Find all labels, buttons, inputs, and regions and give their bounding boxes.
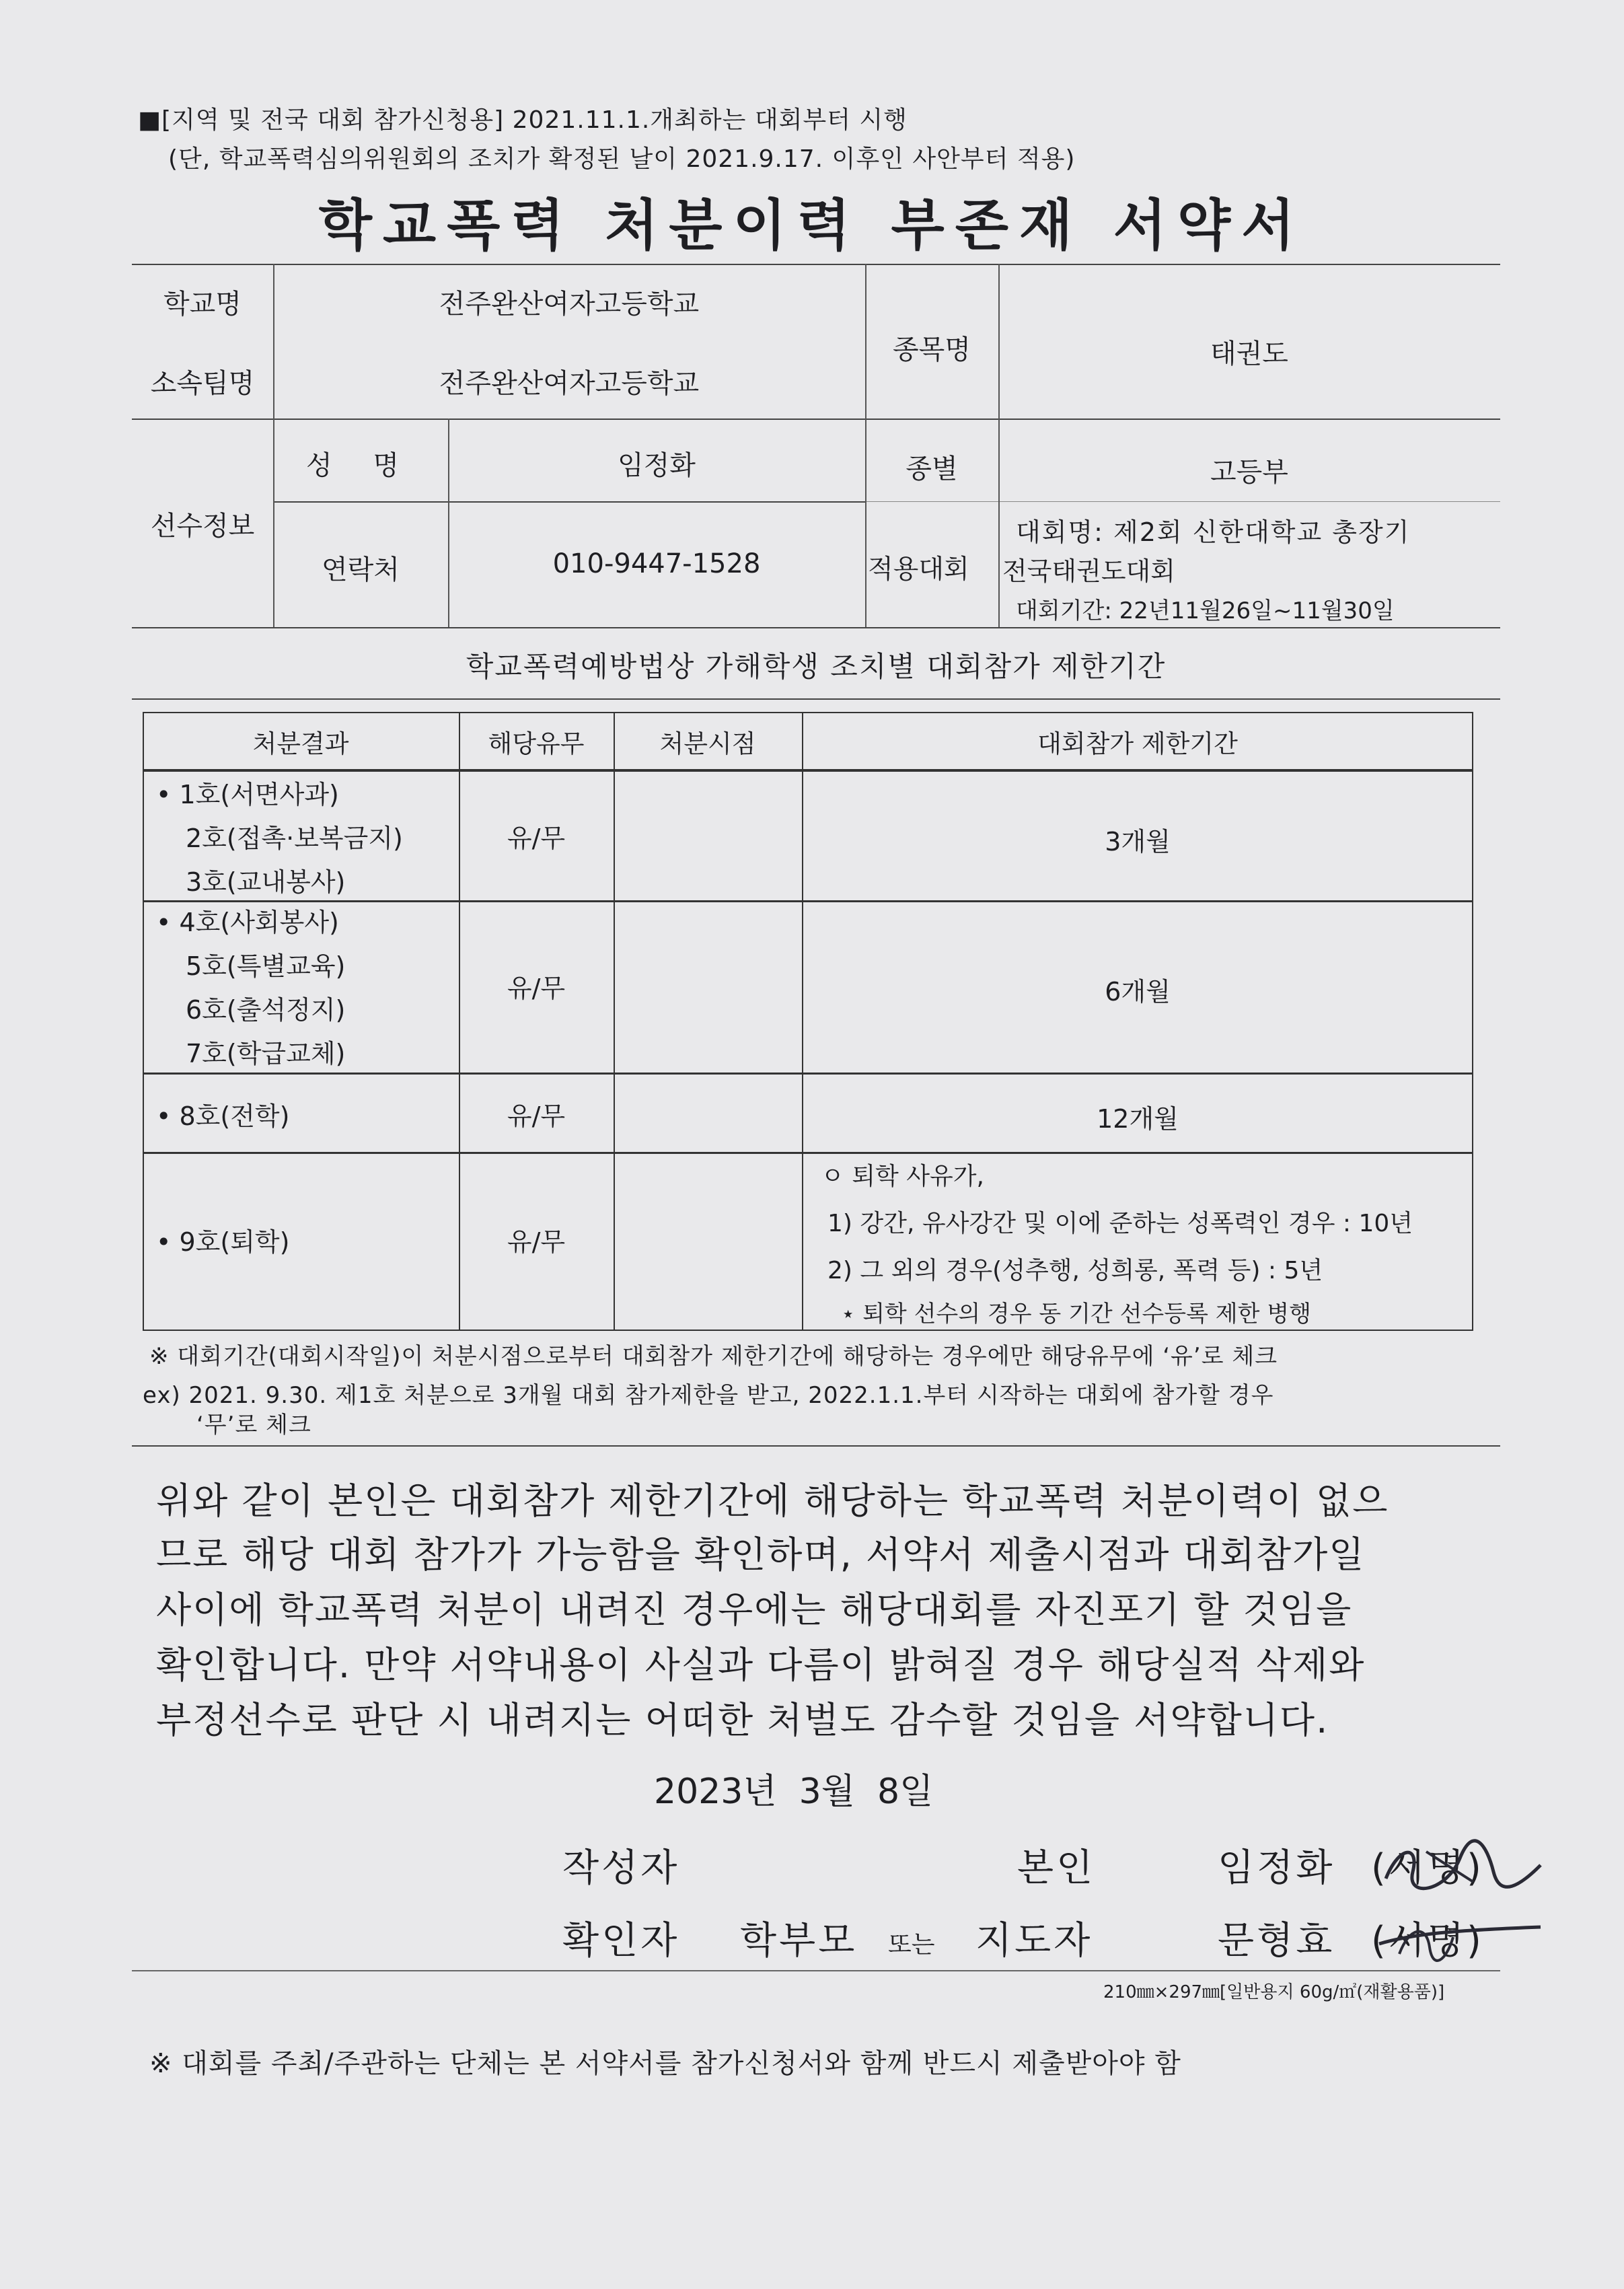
- confirmer-name: 문형효: [1218, 1919, 1335, 1963]
- sport-value: 태권도: [1210, 338, 1288, 369]
- row1-item-1: • 1호(서면사과): [156, 780, 339, 809]
- footer-border: [132, 1970, 1500, 1971]
- contact-value: 010-9447-1528: [552, 548, 761, 579]
- table-row-border-1: [143, 900, 1473, 902]
- info-col-divider-3: [865, 264, 866, 627]
- final-note: ※ 대회를 주최/주관하는 단체는 본 서약서를 참가신청서와 함께 반드시 제출받아야 함: [149, 2048, 1181, 2079]
- note-example-line-2: ‘무’로 체크: [196, 1412, 311, 1439]
- writer-label: 작성자: [562, 1846, 680, 1890]
- header-time: 처분시점: [659, 729, 756, 758]
- division-label: 종별: [906, 453, 958, 484]
- row3-check: 유/무: [507, 1101, 566, 1131]
- writer-name: 임정화: [1218, 1846, 1335, 1890]
- row2-item-4: 7호(학급교체): [186, 1039, 346, 1068]
- header-result: 처분결과: [252, 729, 349, 758]
- header-applicable: 해당유무: [488, 729, 585, 758]
- division-value: 고등부: [1210, 457, 1288, 488]
- paper-spec: 210㎜×297㎜[일반용지 60g/㎡(재활용품)]: [1103, 1982, 1445, 2002]
- pledge-line-5: 부정선수로 판단 시 내려지는 어떠한 처벌도 감수할 것임을 서약합니다.: [156, 1699, 1329, 1741]
- row4-item-1: • 9호(퇴학): [156, 1227, 290, 1257]
- writer-sign-placeholder: (서명): [1371, 1846, 1484, 1890]
- info-top-border: [132, 264, 1500, 265]
- note-example-line-1: ex) 2021. 9.30. 제1호 처분으로 3개월 대회 참가제한을 받고, 2022.1.1.부터 시작하는 대회에 참가할 경우: [143, 1382, 1274, 1409]
- row3-period: 12개월: [1097, 1104, 1179, 1134]
- name-label: 성 명: [306, 450, 415, 481]
- table-header-border: [143, 769, 1473, 772]
- header-period: 대회참가 제한기간: [1037, 729, 1238, 758]
- table-row-border-2: [143, 1073, 1473, 1075]
- info-col-divider-4: [998, 264, 1000, 627]
- parent-label: 학부모: [740, 1919, 858, 1963]
- contact-label: 연락처: [322, 554, 400, 585]
- info-row-divider-left: [273, 501, 865, 503]
- pledge-line-3: 사이에 학교폭력 처분이 내려진 경우에는 해당대회를 자진포기 할 것임을: [156, 1589, 1353, 1631]
- writer-signature-icon: [1372, 1831, 1547, 1905]
- row1-check: 유/무: [507, 824, 566, 853]
- row1-period: 3개월: [1105, 827, 1171, 857]
- row2-period: 6개월: [1105, 977, 1171, 1007]
- row2-check: 유/무: [507, 974, 566, 1003]
- notice-line-2: (단, 학교폭력심의위원회의 조치가 확정된 날이 2021.9.17. 이후인 사안부터 적용): [168, 145, 1076, 173]
- self-label: 본인: [1017, 1846, 1096, 1890]
- sport-label: 종목명: [893, 334, 971, 365]
- info-bottom-border: [132, 627, 1500, 628]
- row2-item-1: • 4호(사회봉사): [156, 908, 339, 937]
- row4-period-line-4: ⋆ 퇴학 선수의 경우 동 기간 선수등록 제한 병행: [841, 1301, 1311, 1328]
- or-label: 또는: [888, 1931, 935, 1959]
- info-mid-border: [132, 419, 1500, 420]
- team-value: 전주완산여자고등학교: [439, 368, 700, 399]
- heading-bottom-border: [132, 698, 1500, 700]
- row1-item-2: 2호(접촉·보복금지): [186, 824, 403, 853]
- name-value: 임정화: [618, 450, 696, 481]
- info-row-divider-right: [865, 501, 1500, 502]
- row4-period-line-2: 1) 강간, 유사강간 및 이에 준하는 성폭력인 경우 : 10년: [827, 1210, 1413, 1237]
- event-name-line-2: 전국태권도대회: [1002, 556, 1175, 586]
- table-col-2: [614, 712, 615, 1331]
- event-name-line-1: 대회명: 제2회 신한대학교 총장기: [1016, 517, 1411, 547]
- row2-item-3: 6호(출석정지): [186, 995, 346, 1025]
- row4-period-line-1: ㅇ 퇴학 사유가,: [821, 1163, 984, 1190]
- row3-item-1: • 8호(전학): [156, 1101, 290, 1131]
- school-label: 학교명: [163, 289, 242, 320]
- document-title: 학교폭력 처분이력 부존재 서약서: [318, 194, 1306, 258]
- pledge-date: 2023년 3월 8일: [654, 1772, 934, 1812]
- confirmer-label: 확인자: [562, 1919, 680, 1963]
- team-label: 소속팀명: [150, 368, 255, 399]
- player-info-label: 선수정보: [150, 511, 255, 542]
- row1-item-3: 3호(교내봉사): [186, 867, 346, 897]
- school-value: 전주완산여자고등학교: [439, 289, 700, 320]
- pledge-line-1: 위와 같이 본인은 대회참가 제한기간에 해당하는 학교폭력 처분이력이 없으: [156, 1480, 1389, 1522]
- coach-label: 지도자: [975, 1919, 1093, 1963]
- table-col-3: [802, 712, 803, 1331]
- pledge-line-4: 확인합니다. 만약 서약내용이 사실과 다름이 밝혀질 경우 해당실적 삭제와: [156, 1644, 1366, 1686]
- event-label: 적용대회: [868, 554, 969, 585]
- row4-check: 유/무: [507, 1227, 566, 1257]
- row2-item-2: 5호(특별교육): [186, 951, 346, 981]
- confirmer-sign-placeholder: (서명): [1371, 1919, 1484, 1963]
- restriction-heading: 학교폭력예방법상 가해학생 조치별 대회참가 제한기간: [466, 650, 1167, 683]
- notes-bottom-border: [132, 1445, 1500, 1447]
- pledge-line-2: 므로 해당 대회 참가가 가능함을 확인하며, 서약서 제출시점과 대회참가일: [156, 1533, 1366, 1576]
- table-row-border-3: [143, 1152, 1473, 1154]
- notice-line-1: ■[지역 및 전국 대회 참가신청용] 2021.11.1.개최하는 대회부터 시행: [138, 106, 908, 134]
- confirmer-signature-icon: [1372, 1907, 1547, 1967]
- note-check-rule: ※ 대회기간(대회시작일)이 처분시점으로부터 대회참가 제한기간에 해당하는 경우에만 해당유무에 ‘유’로 체크: [149, 1343, 1278, 1370]
- event-period: 대회기간: 22년11월26일~11월30일: [1016, 597, 1395, 624]
- row4-period-line-3: 2) 그 외의 경우(성추행, 성희롱, 폭력 등) : 5년: [827, 1257, 1323, 1284]
